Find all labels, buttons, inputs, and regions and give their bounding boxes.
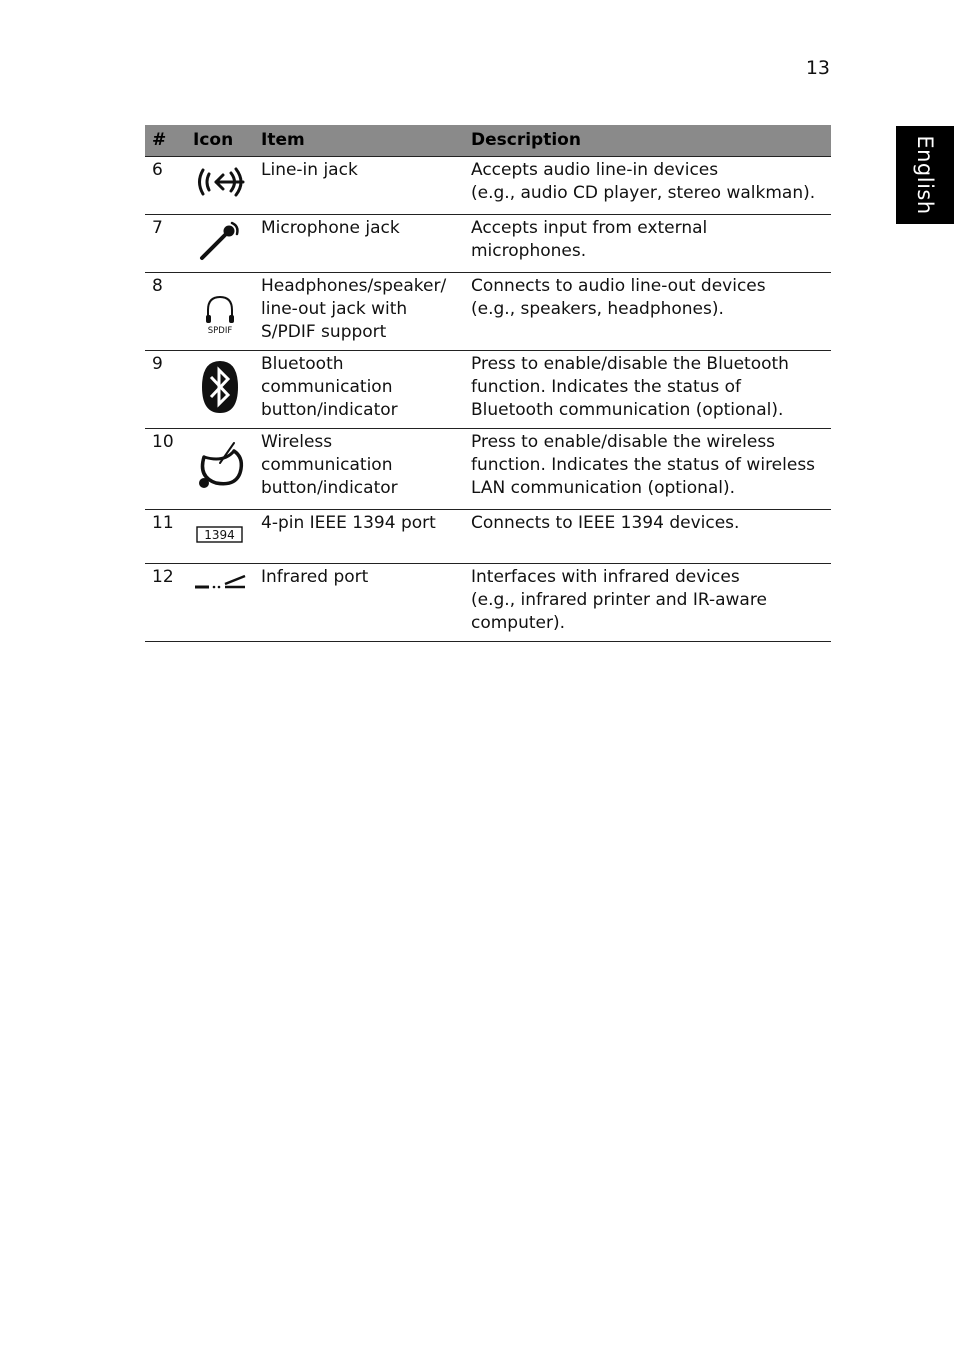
description-line: Press to enable/disable the Bluetooth [471, 354, 789, 374]
item-name: S/PDIF support [261, 322, 387, 342]
item-name: Wireless [261, 432, 333, 452]
page-number: 13 [805, 57, 830, 79]
item-name: Microphone jack [261, 218, 400, 238]
description-line: Interfaces with infrared devices [471, 567, 740, 587]
row-number: 11 [145, 510, 186, 564]
description-line: function. Indicates the status of [471, 377, 742, 397]
spdif-label: SPDIF [207, 326, 233, 336]
row-number: 7 [145, 215, 186, 273]
header-icon: Icon [186, 125, 254, 157]
item-name: Headphones/speaker/ [261, 276, 447, 296]
table-row [145, 273, 831, 351]
spec-table [145, 125, 831, 642]
description-line: LAN communication (optional). [471, 478, 736, 498]
row-number: 12 [145, 564, 186, 642]
table-row [145, 429, 831, 510]
table-row [145, 351, 831, 429]
row-number: 6 [145, 157, 186, 215]
description-line: (e.g., infrared printer and IR-aware [471, 590, 767, 610]
line-in-jack-icon [194, 188, 246, 208]
description-line: (e.g., speakers, headphones). [471, 299, 724, 319]
item-name: communication [261, 377, 393, 397]
item-name: Line-in jack [261, 160, 358, 180]
item-name: communication [261, 455, 393, 475]
table-header-row [145, 125, 831, 157]
row-number: 8 [145, 273, 186, 351]
headphones-spdif-icon [198, 322, 242, 342]
item-name: button/indicator [261, 478, 398, 498]
row-number: 9 [145, 351, 186, 429]
description-line: Accepts input from external [471, 218, 708, 238]
description-line: computer). [471, 613, 566, 633]
table-row [145, 215, 831, 273]
description-line: Accepts audio line-in devices [471, 160, 719, 180]
bluetooth-icon [198, 400, 242, 420]
row-number: 10 [145, 429, 186, 510]
table-row [145, 564, 831, 642]
infrared-icon [192, 579, 248, 599]
description-line: Connects to IEEE 1394 devices. [471, 513, 740, 533]
header-item: Item [254, 125, 464, 157]
description-line: (e.g., audio CD player, stereo walkman). [471, 183, 816, 203]
ieee1394-icon [195, 530, 245, 550]
ieee1394-label: 1394 [204, 528, 235, 542]
language-tab-label: English [913, 135, 937, 215]
item-name: line-out jack with [261, 299, 408, 319]
item-name: Infrared port [261, 567, 369, 587]
description-line: function. Indicates the status of wireless [471, 455, 816, 475]
header-number: # [145, 125, 186, 157]
table-row [145, 510, 831, 564]
description-line: Bluetooth communication (optional). [471, 400, 784, 420]
item-name: button/indicator [261, 400, 398, 420]
language-tab [896, 126, 954, 224]
description-line: Connects to audio line-out devices [471, 276, 766, 296]
description-line: Press to enable/disable the wireless [471, 432, 776, 452]
item-name: 4-pin IEEE 1394 port [261, 513, 436, 533]
description-line: microphones. [471, 241, 587, 261]
microphone-icon [196, 248, 244, 268]
header-description: Description [464, 125, 831, 157]
wireless-icon [194, 476, 246, 496]
item-name: Bluetooth [261, 354, 344, 374]
table-row [145, 157, 831, 215]
